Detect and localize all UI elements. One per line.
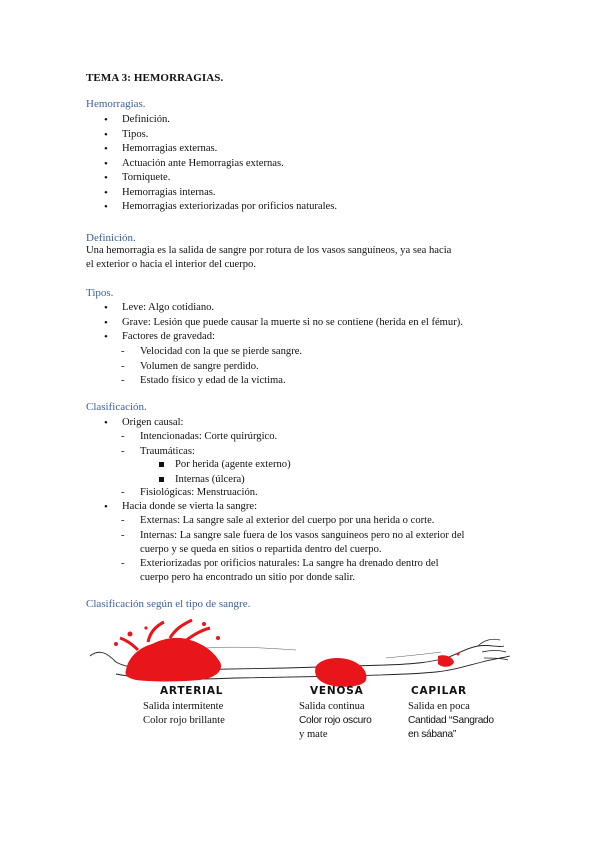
arterial-description: Color rojo brillante [143,715,225,726]
list-item: • Grave: Lesión que puede causar la muerte si no se contiene (herida en el fémur). [102,316,463,331]
bleeding-arm-illustration [86,618,516,688]
list-item: • Factores de gravedad: [102,330,463,345]
list-item: - Exteriorizadas por orificios naturales: La sangre ha drenado dentro del [121,557,439,572]
venosa-description: y mate [299,729,328,740]
definition-line: Una hemorragia es la salida de sangre por rotura de los vasos sanguíneos, ya sea hacia [86,245,452,256]
list-item: - Externas: La sangre sale al exterior del cuerpo por una herida o corte. [121,514,464,529]
hacia-list [102,500,257,515]
list-item: - Estado físico y edad de la víctima. [121,374,302,389]
origen-list [121,430,277,459]
label-venosa: VENOSA [310,685,364,697]
exteriorizadas-list [121,557,439,572]
list-item: - Fisiológicas: Menstruación. [121,486,258,501]
list-item: • Tipos. [102,128,337,143]
label-capilar: CAPILAR [411,685,467,697]
list-item: • Hemorragias internas. [102,186,337,201]
capilar-description: en sábana” [408,729,456,740]
venosa-description: Color rojo oscuro [299,715,372,726]
list-item: - Traumáticas: [121,445,277,460]
continuation-line: cuerpo y se queda en sitios o repartida dentro del cuerpo. [140,544,382,555]
index-list [102,113,337,215]
capilar-description: Salida en poca [408,701,470,712]
list-item: Por herida (agente externo) [158,458,291,473]
arterial-description: Salida intermitente [143,701,224,712]
list-item: • Origen causal: [102,416,183,431]
clasificacion-list [102,416,183,431]
list-item: • Actuación ante Hemorragias externas. [102,157,337,172]
capilar-description: Cantidad “Sangrado [408,715,494,726]
definition-line: el exterior o hacia el interior del cuerpo. [86,259,257,270]
factores-list [121,345,302,389]
list-item: - Volumen de sangre perdido. [121,360,302,375]
section-heading-definicion: Definición. [86,232,136,244]
list-item: • Torniquete. [102,171,337,186]
continuation-line: cuerpo pero ha encontrado un sitio por donde salir. [140,572,356,583]
fisiologicas-list [121,486,258,501]
list-item: • Hacia donde se vierta la sangre: [102,500,257,515]
list-item: - Velocidad con la que se pierde sangre. [121,345,302,360]
destino-list [121,514,464,543]
list-item: • Leve: Algo cotidiano. [102,301,463,316]
section-heading-clasificacion: Clasificación. [86,401,147,413]
list-item: - Intencionadas: Corte quirúrgico. [121,430,277,445]
traumaticas-list [158,458,291,487]
venosa-description: Salida continua [299,701,365,712]
list-item: Internas (úlcera) [158,473,291,488]
section-heading-clasif-sangre: Clasificación según el tipo de sangre. [86,598,251,610]
page-title: TEMA 3: HEMORRAGIAS. [86,72,224,84]
tipos-list [102,301,463,345]
list-item: • Definición. [102,113,337,128]
list-item: • Hemorragias exteriorizadas por orificios naturales. [102,200,337,215]
label-arterial: ARTERIAL [160,685,224,697]
list-item: • Hemorragias externas. [102,142,337,157]
section-heading-tipos: Tipos. [86,287,114,299]
list-item: - Internas: La sangre sale fuera de los vasos sanguíneos pero no al exterior del [121,529,464,544]
section-heading-hemorragias: Hemorragias. [86,98,146,110]
